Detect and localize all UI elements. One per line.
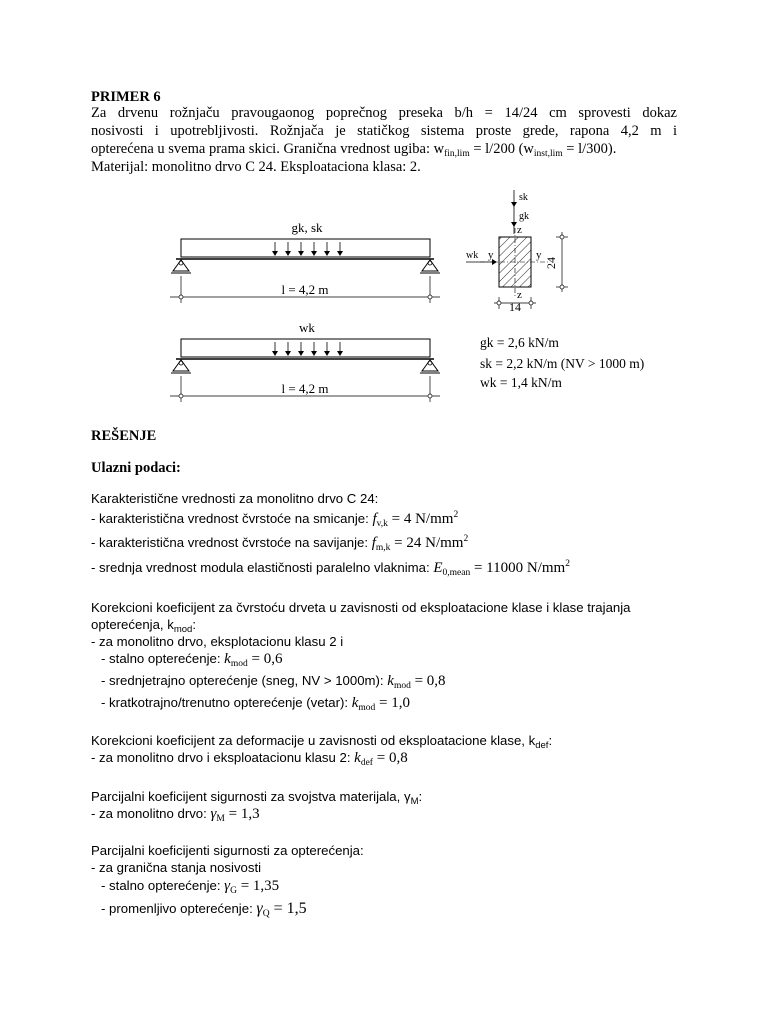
beam-1-arrow-heads <box>272 251 343 256</box>
solution-heading: REŠENJE <box>91 428 157 444</box>
cs-z-top-label: z <box>517 224 522 236</box>
modulus-label: - srednja vrednost modula elastičnosti paralelno vlaknima: <box>91 560 430 575</box>
intro-line-2: nosivosti i upotrebljivosti. Rožnjača je statičkog sistema proste grede, rapona 4,2 m i <box>91 123 677 139</box>
gamma-q-value: = 1,5 <box>273 900 307 917</box>
cs-z-bottom-label: z <box>517 289 522 301</box>
gamma-g-label: - stalno opterećenje: <box>101 878 221 893</box>
beam-1-support-right <box>420 260 440 273</box>
beam-2-arrow-heads <box>272 351 343 356</box>
intro-line-3-b: = l/200 (w <box>469 141 534 157</box>
kmod-short-label: - kratkotrajno/trenutno opterećenje (vetar): <box>101 695 349 710</box>
gamma-q-label: - promenljivo opterećenje: <box>101 901 253 916</box>
beam-1 <box>170 220 440 303</box>
beam-1-load-label: gk, sk <box>291 220 323 235</box>
kdef-line-1: Korekcioni koeficijent za deformacije u zavisnosti od eksploatacione klase, $k_{def}$: <box>91 733 553 751</box>
beam-1-load-arrows <box>275 242 340 254</box>
cs-height-label: 24 <box>544 257 558 269</box>
shear-strength-value: = 4 N/mm <box>391 511 454 527</box>
cs-y-left-label: y <box>488 249 494 261</box>
beam-1-span-label: l = 4,2 m <box>281 282 329 297</box>
beam-2-support-right <box>420 360 440 373</box>
kdef-value: = 0,8 <box>376 750 408 766</box>
gamma-m-line-1-sub: M <box>410 796 419 807</box>
shear-strength-label: - karakteristična vrednost čvrstoće na smicanje: <box>91 511 369 526</box>
wk-value: wk = 1,4 kN/m <box>480 375 562 390</box>
kmod-medium-value: = 0,8 <box>414 673 446 689</box>
cs-y-right-label: y <box>536 249 542 261</box>
kmod-medium-label: - srednjetrajno opterećenje (sneg, NV > 1000m): <box>101 673 384 688</box>
gk-value: gk = 2,6 kN/m <box>480 335 559 350</box>
kmod-permanent-row: - stalno opterećenje: $k_{mod} = 0,6$ <box>101 651 283 669</box>
intro-line-3-sub2: inst,lim <box>533 149 563 159</box>
kmod-line-1: Korekcioni koeficijent za čvrstoću drveta u zavisnosti od eksploatacione klase i klase trajanja <box>91 600 631 615</box>
intro-line-4: Materijal: monolitno drvo C 24. Eksploataciona klasa: 2. <box>91 159 421 175</box>
kdef-line-1-text: Korekcioni koeficijent za deformacije u zavisnosti od eksploatacione klase, k <box>91 733 536 748</box>
cross-section <box>466 190 568 314</box>
kmod-permanent-value: = 0,6 <box>251 651 283 667</box>
beam-2-load-arrows <box>275 342 340 354</box>
input-data-heading: Ulazni podaci: <box>91 460 181 476</box>
intro-line-1: Za drvenu rožnjaču pravougaonog poprečnog preseka b/h = 14/24 cm sprovesti dokaz <box>91 105 677 121</box>
bending-strength-value: = 24 N/mm <box>394 535 464 551</box>
kmod-line-2-sub: mod <box>173 624 193 635</box>
cs-wk-label: wk <box>466 250 479 261</box>
kdef-label: - za monolitno drvo i eksploatacionu klasu 2: <box>91 750 351 765</box>
beam-2-support-left <box>171 360 191 373</box>
gamma-g-value: = 1,35 <box>240 878 280 894</box>
beam-1-load-block <box>181 239 430 257</box>
sk-arrow-head <box>511 202 517 207</box>
gamma-m-line-1-text: Parcijalni koeficijent sigurnosti za svojstva materijala, γ <box>91 789 411 804</box>
intro-line-3-sub1: fin,lim <box>444 149 470 159</box>
kmod-permanent-label: - stalno opterećenje: <box>101 651 221 666</box>
kmod-medium-row: - srednjetrajno opterećenje (sneg, NV > 1000m): $k_{mod} = 0,8$ <box>101 673 446 691</box>
beam-2 <box>170 320 440 402</box>
example-heading: PRIMER 6 <box>91 89 161 105</box>
beam-2-load-block <box>181 339 430 357</box>
gamma-loads-line-1: Parcijalni koeficijenti sigurnosti za opterećenja: <box>91 843 364 858</box>
gamma-m-row: - za monolitno drvo: $\gamma_M = 1,3$ <box>91 806 260 824</box>
gamma-loads-line-2: - za granična stanja nosivosti <box>91 860 262 875</box>
intro-line-3-a: opterećena u svema prama skici. Granična vrednost ugiba: w <box>91 141 445 157</box>
modulus-value: = 11000 N/mm <box>473 560 566 576</box>
char-values-title: Karakteristične vrednosti za monolitno drvo C 24: <box>91 491 379 506</box>
cs-sk-label: sk <box>519 192 528 203</box>
intro-line-3-c: = l/300). <box>562 141 617 157</box>
kmod-line-2-text: opterećenja, k <box>91 617 174 632</box>
kmod-line-3: - za monolitno drvo, eksplotacionu klasu 2 i <box>91 634 344 649</box>
bending-strength-row: - karakteristična vrednost čvrstoće na savijanje: $f_{m,k} = 24$ $N/mm^2$ <box>91 534 469 553</box>
shear-strength-row: - karakteristična vrednost čvrstoće na smicanje: $f_{v,k} = 4$ $N/mm^2$ <box>91 510 459 529</box>
bending-strength-label: - karakteristična vrednost čvrstoće na savijanje: <box>91 535 369 550</box>
sk-value: sk = 2,2 kN/m (NV > 1000 m) <box>480 356 645 371</box>
gamma-m-label: - za monolitno drvo: <box>91 806 207 821</box>
modulus-row: - srednja vrednost modula elastičnosti paralelno vlaknima: $E_{0,mean} = 11000$ $N/mm^2$ <box>91 559 570 578</box>
kmod-short-row: - kratkotrajno/trenutno opterećenje (vetar): $k_{mod} = 1,0$ <box>101 695 410 713</box>
cs-width-label: 14 <box>509 300 521 314</box>
gamma-m-value: = 1,3 <box>228 806 260 822</box>
kdef-line-1-sub: def <box>535 740 549 751</box>
beam-1-support-left <box>171 260 191 273</box>
gamma-m-line-1: Parcijalni koeficijent sigurnosti za svojstva materijala, $\gamma_M$: <box>91 789 423 807</box>
kmod-short-value: = 1,0 <box>379 695 410 711</box>
beam-figure <box>0 0 768 420</box>
kdef-row: - za monolitno drvo i eksploatacionu klasu 2: $k_{def} = 0,8$ <box>91 750 408 768</box>
gamma-g-row: - stalno opterećenje: $\gamma_G = 1,35$ <box>101 878 280 896</box>
beam-2-span-label: l = 4,2 m <box>281 381 329 396</box>
kmod-line-2: opterećenja, $k_{mod}$: <box>91 617 196 635</box>
beam-2-load-label: wk <box>299 320 315 335</box>
cs-gk-label: gk <box>519 211 529 222</box>
gamma-q-row: - promenljivo opterećenje: $\gamma_Q = 1,5$ <box>101 900 307 919</box>
